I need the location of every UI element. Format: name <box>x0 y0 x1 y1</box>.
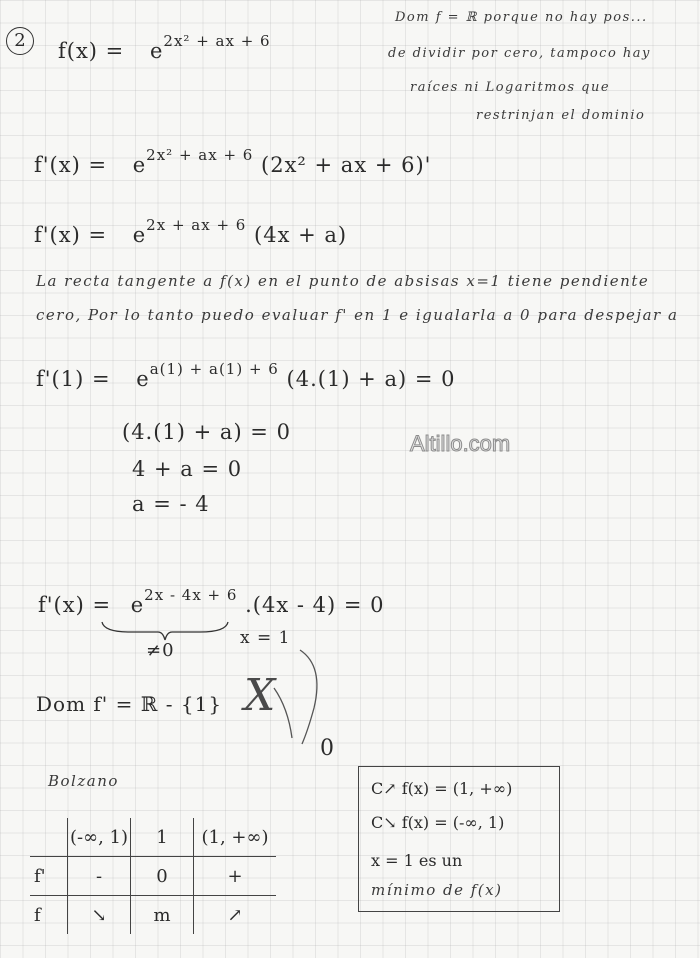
table-cell: ↘ <box>68 896 131 935</box>
exp-base: e <box>149 39 164 63</box>
exponent: a(1) + a(1) + 6 <box>149 360 279 378</box>
table-header: (1, +∞) <box>194 818 277 857</box>
factor: (4.(1) + a) = 0 <box>286 367 456 391</box>
table-header: (-∞, 1) <box>68 818 131 857</box>
domain-note-line-1: Dom f = ℝ porque no hay pos... <box>395 10 648 25</box>
table-row <box>30 857 276 896</box>
step-2: 4 + a = 0 <box>132 457 243 481</box>
table-cell: 0 <box>131 857 194 896</box>
evaluation-line <box>36 360 456 391</box>
monotonicity-summary-box <box>358 766 560 912</box>
derivative-line-1 <box>34 146 432 177</box>
exponent: 2x - 4x + 6 <box>144 586 238 604</box>
watermark: Altillo.com <box>410 431 511 456</box>
domain-note-line-2: de dividir por cero, tampoco hay <box>388 46 651 61</box>
table-header: 1 <box>131 818 194 857</box>
table-cell: m <box>131 896 194 935</box>
function-definition <box>58 32 271 63</box>
exponent: 2x² + ax + 6 <box>146 146 254 164</box>
factor: .(4x - 4) = 0 <box>245 593 385 617</box>
paragraph-line-2: cero, Por lo tanto puedo evaluar f' en 1 e igualarla a 0 para despejar a <box>36 306 679 324</box>
lhs: f'(x) = <box>34 223 108 247</box>
critical-point: x = 1 <box>240 628 291 648</box>
problem-number: 2 <box>6 27 34 55</box>
lhs: f'(x) = <box>34 153 108 177</box>
paragraph-line-1: La recta tangente a f(x) en el punto de absisas x=1 tiene pendiente <box>36 272 650 290</box>
domain-note-line-4: restrinjan el dominio <box>476 108 646 123</box>
table-row <box>30 896 276 935</box>
factor: (4x + a) <box>254 223 348 247</box>
exp-base: e <box>136 367 150 391</box>
zero-mark: 0 <box>320 736 335 761</box>
factor: (2x² + ax + 6)' <box>261 153 432 177</box>
lhs: f'(1) = <box>36 367 111 391</box>
exponent: 2x + ax + 6 <box>146 216 247 234</box>
lhs: f'(x) = <box>38 593 112 617</box>
row-label: f' <box>30 857 68 896</box>
table-cell: + <box>194 857 277 896</box>
table-cell: - <box>68 857 131 896</box>
lhs: f(x) = <box>58 39 125 63</box>
row-label: f <box>34 904 41 926</box>
exp-base: e <box>132 223 147 247</box>
decreasing-interval: C↘ f(x) = (-∞, 1) <box>371 813 505 832</box>
derivative-domain: Dom f' = ℝ - {1} <box>36 692 223 716</box>
exp-base: e <box>132 153 147 177</box>
table-cell: ↗ <box>194 896 277 935</box>
minimum-statement-1: x = 1 es un <box>371 851 463 870</box>
domain-note-line-3: raíces ni Logaritmos que <box>410 80 611 95</box>
bolzano-label: Bolzano <box>48 772 119 790</box>
not-zero-note: ≠0 <box>146 640 175 661</box>
derivative-with-a <box>38 586 385 617</box>
scribble-mark: X <box>244 670 277 721</box>
exp-base: e <box>130 593 145 617</box>
increasing-interval: C↗ f(x) = (1, +∞) <box>371 779 513 798</box>
step-3: a = - 4 <box>132 492 210 516</box>
derivative-line-2 <box>34 216 348 247</box>
table-row <box>30 818 276 857</box>
step-1: (4.(1) + a) = 0 <box>122 420 291 444</box>
underbrace-icon <box>100 618 230 642</box>
minimum-statement-2: mínimo de f(x) <box>371 881 503 899</box>
exponent: 2x² + ax + 6 <box>163 32 271 50</box>
sign-table <box>30 818 276 934</box>
